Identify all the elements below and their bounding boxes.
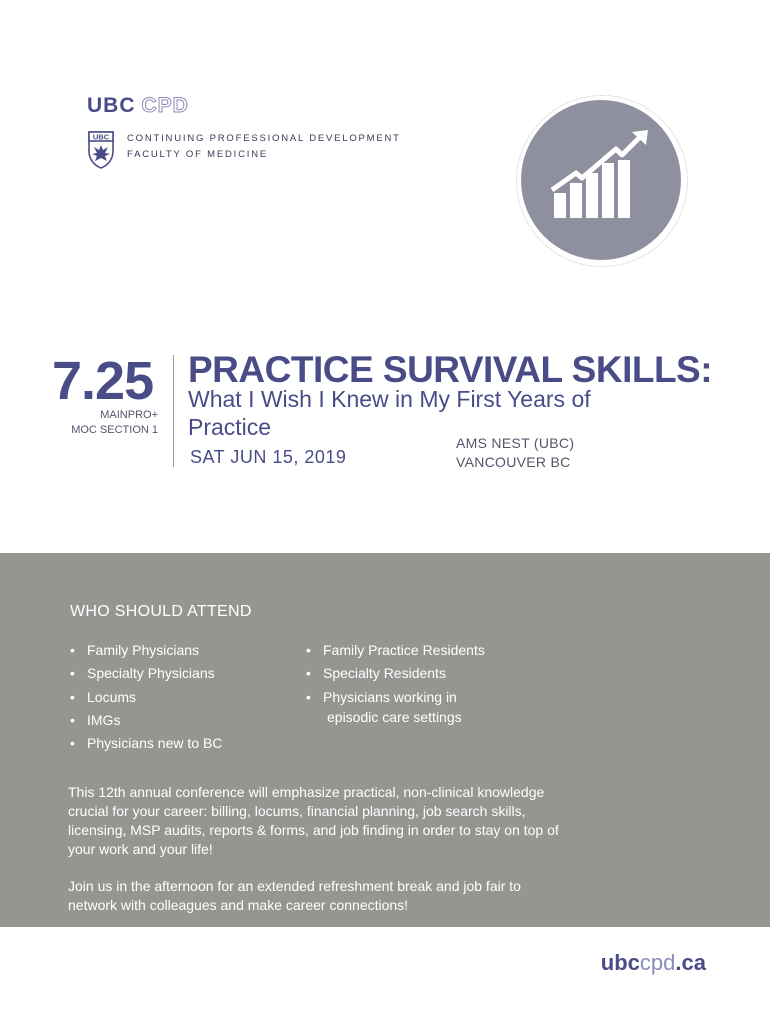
url-part-cpd: cpd xyxy=(639,950,676,975)
crest-label: UBC xyxy=(92,132,110,142)
list-item: • Specialty Physicians xyxy=(70,665,215,682)
url-part-ca: .ca xyxy=(675,950,706,975)
audience-list-left xyxy=(67,639,222,755)
venue-name: AMS NEST (UBC) xyxy=(456,435,575,451)
list-item: • Family Physicians xyxy=(70,642,200,658)
list-item: • Specialty Residents xyxy=(306,665,446,682)
vertical-divider xyxy=(173,355,174,467)
logo-ubc-text: UBC xyxy=(87,94,136,117)
event-subtitle: What I Wish I Knew in My First Years of Practice xyxy=(188,386,591,440)
url-part-ubc: ubc xyxy=(600,950,640,975)
list-item: • Locums xyxy=(70,688,137,705)
afternoon-paragraph: Join us in the afternoon for an extended refreshment break and job fair to network with colleagues and make career connections! xyxy=(68,878,521,913)
audience-list-right xyxy=(303,639,485,709)
credit-hours: 7.25 xyxy=(52,351,154,411)
faculty-name: FACULTY OF MEDICINE xyxy=(127,149,269,160)
event-date: SAT JUN 15, 2019 xyxy=(190,447,347,467)
list-item: • Physicians working in xyxy=(306,688,457,705)
dept-name: CONTINUING PROFESSIONAL DEVELOPMENT xyxy=(127,133,401,144)
logo-cpd-text: CPD xyxy=(141,94,189,117)
event-title: PRACTICE SURVIVAL SKILLS: xyxy=(188,349,713,390)
credit-type-moc: MOC SECTION 1 xyxy=(71,424,158,436)
list-item: • Family Practice Residents xyxy=(306,642,485,658)
logo-wordmark xyxy=(87,94,189,118)
ubc-crest-icon xyxy=(88,131,114,169)
attend-heading: WHO SHOULD ATTEND xyxy=(70,603,252,620)
growth-chart-icon xyxy=(521,100,681,260)
list-item: • IMGs xyxy=(70,711,121,728)
badge-circle xyxy=(521,100,681,260)
website-link[interactable] xyxy=(601,950,706,976)
list-item-continuation: episodic care settings xyxy=(327,709,462,725)
description-paragraph: This 12th annual conference will emphasize practical, non-clinical knowledge crucial for your career: billing, locums, financial planning, job search skills, licensing, MSP audits, reports & forms, and job finding in order to stay on top of your work and your life! xyxy=(68,784,559,857)
venue-city: VANCOUVER BC xyxy=(456,454,571,470)
credit-type-mainpro: MAINPRO+ xyxy=(100,409,158,421)
list-item: • Physicians new to BC xyxy=(70,735,223,752)
